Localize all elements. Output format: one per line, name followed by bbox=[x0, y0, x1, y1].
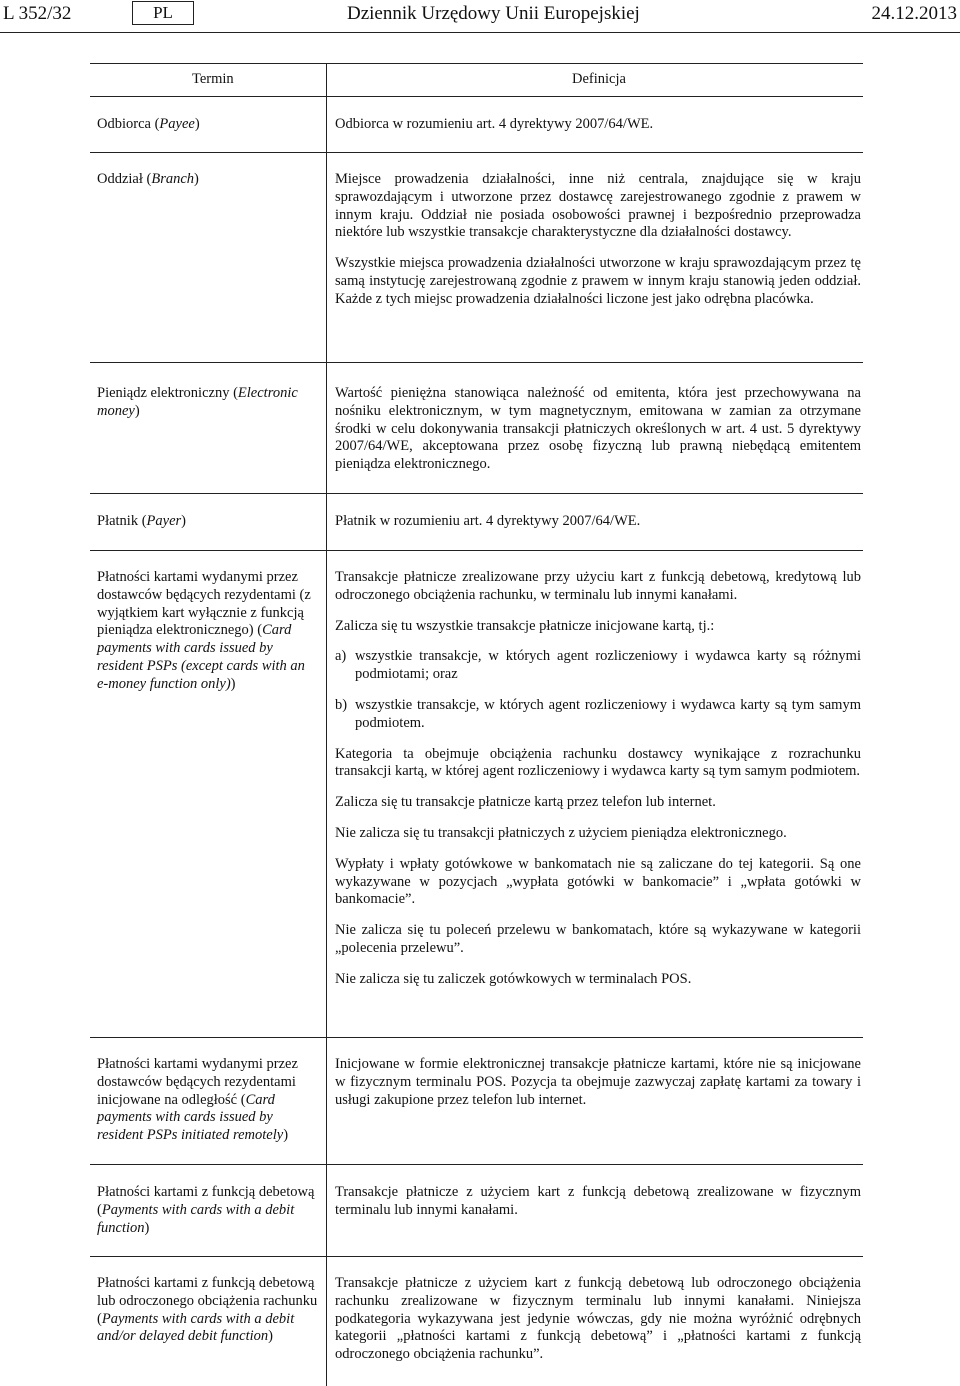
list-item: a) wszystkie transakcje, w których agent rozliczeniowy i wydawca karty są różnymi podmiotami; oraz bbox=[335, 648, 861, 683]
definition-cell: Transakcje płatnicze z użyciem kart z funkcją debetową lub odroczonego obciążenia rachunku zrealizowane w fizycznym terminalu lub innymi kanałami. Niniejsza podkategoria wykazywana jest jedynie wówczas, gdy nie można wyróżnić odrębnych kategorii „płatności kartami z funkcją debetową” i „płatności kartami z funkcją odroczonego obciążenia rachunku”. bbox=[335, 1275, 861, 1363]
definition-cell: Inicjowane w formie elektronicznej transakcje płatnicze kartami, które nie są inicjowane w fizycznym terminalu POS. Pozycja ta obejmuje zazwyczaj zapłatę kartami za towary i usługi zakupione przez telefon lub internet. bbox=[335, 1056, 861, 1108]
term-cell: Płatnik (Payer) bbox=[97, 513, 187, 529]
term-cell: Płatności kartami wydanymi przez dostawców będących rezydentami (z wyjątkiem kart wyłącznie z funkcją pieniądza elektronicznego) (Card payments with cards issued by resident PSPs (except cards with an e-money function only)) bbox=[97, 569, 311, 692]
column-header-definition: Definicja bbox=[572, 71, 626, 87]
row-rule bbox=[90, 1256, 863, 1257]
row-rule bbox=[90, 1037, 863, 1038]
term-cell: Pieniądz elektroniczny (Electronic money) bbox=[97, 385, 298, 419]
definition-cell: Płatnik w rozumieniu art. 4 dyrektywy 2007/64/WE. bbox=[335, 513, 641, 529]
row-rule bbox=[90, 550, 863, 551]
page-header bbox=[0, 0, 960, 33]
table-top-rule bbox=[90, 63, 863, 64]
list-item: b) wszystkie transakcje, w których agent rozliczeniowy i wydawca karty są tym samym podmiotem. bbox=[335, 696, 861, 731]
definition-cell: Transakcje płatnicze zrealizowane przy użyciu kart z funkcją debetową, kredytową lub odroczonego obciążenia rachunku, w terminalu lub innymi kanałami. Zalicza się tu wszystkie transakcje płatnicze inicjowane kartą, tj.: a) wszystkie transakcje, w których agent rozliczeniowy i wydawca karty są różnymi podmiotami; oraz b) wszystkie transakcje, w których agent rozliczeniowy i wydawca karty są tym samym podmiotem. Kategoria ta obejmuje obciążenia rachunku dostawcy wynikające z rozrachunku transakcji kartą, w której agent rozliczeniowy i wydawca karty są tym samym podmiotem. Zalicza się tu transakcje płatnicze kartą przez telefon lub internet. Nie zalicza się tu transakcji płatniczych z użyciem pieniądza elektronicznego. Wypłaty i wpłaty gotówkowe w bankomatach nie są zaliczane do tej kategorii. Są one wykazywane w pozycjach „wypłata gotówki w bankomacie” i „wpłata gotówki w bankomacie”. Nie zalicza się tu poleceń przelewu w bankomatach, które są wykazywane w kategorii „polecenia przelewu”. Nie zalicza się tu zaliczek gotówkowych w terminalach POS. bbox=[335, 569, 861, 987]
language-badge: PL bbox=[132, 1, 194, 25]
term-cell: Odbiorca (Payee) bbox=[97, 116, 200, 132]
header-rule bbox=[90, 96, 863, 97]
row-rule bbox=[90, 152, 863, 153]
term-cell: Płatności kartami z funkcją debetową (Payments with cards with a debit function) bbox=[97, 1184, 315, 1236]
definition-cell: Transakcje płatnicze z użyciem kart z funkcją debetową zrealizowane w fizycznym terminalu lub innymi kanałami. bbox=[335, 1184, 861, 1218]
term-cell: Płatności kartami z funkcją debetową lub odroczonego obciążenia rachunku (Payments with cards with a debit and/or delayed debit function) bbox=[97, 1275, 318, 1345]
definition-cell: Odbiorca w rozumieniu art. 4 dyrektywy 2007/64/WE. bbox=[335, 116, 654, 132]
row-rule bbox=[90, 493, 863, 494]
journal-title: Dziennik Urzędowy Unii Europejskiej bbox=[347, 3, 640, 24]
header-column-divider bbox=[326, 63, 327, 96]
term-cell: Oddział (Branch) bbox=[97, 171, 199, 187]
definition-cell: Wartość pieniężna stanowiąca należność od emitenta, która jest przechowywana na nośniku elektronicznym, w tym magnetycznym, emitowana w zamian za otrzymane środki w celu dokonywania transakcji płatniczych określonych w art. 4 ust. 5 dyrektywy 2007/64/WE, akceptowana przez osobę fizyczną lub prawną niebędącą emitentem pieniądza elektronicznego. bbox=[335, 385, 861, 473]
term-cell: Płatności kartami wydanymi przez dostawców będących rezydentami inicjowane na odległość (Card payments with cards issued by resident PSPs initiated remotely) bbox=[97, 1056, 298, 1144]
publication-date: 24.12.2013 bbox=[871, 3, 957, 24]
page-reference: L 352/32 bbox=[3, 3, 72, 24]
row-rule bbox=[90, 362, 863, 363]
definition-cell: Miejsce prowadzenia działalności, inne niż centrala, znajdujące się w kraju sprawozdającym i utworzone przez dostawcę zarejestrowanego zgodnie z prawem w innym kraju. Oddział nie posiada osobowości prawnej i bezpośrednio przeprowadza niektóre lub wszystkie transakcje charakterystyczne dla działalności dostawcy. Wszystkie miejsca prowadzenia działalności utworzone w kraju sprawozdającym przez tę samą instytucję zarejestrowaną zgodnie z prawem w innym kraju stanowią jeden oddział. Każde z tych miejsc prowadzenia działalności liczone jest jako odrębna placówka. bbox=[335, 171, 861, 307]
row-rule bbox=[90, 1164, 863, 1165]
column-header-term: Termin bbox=[192, 71, 234, 87]
table-column-divider bbox=[326, 96, 327, 1386]
